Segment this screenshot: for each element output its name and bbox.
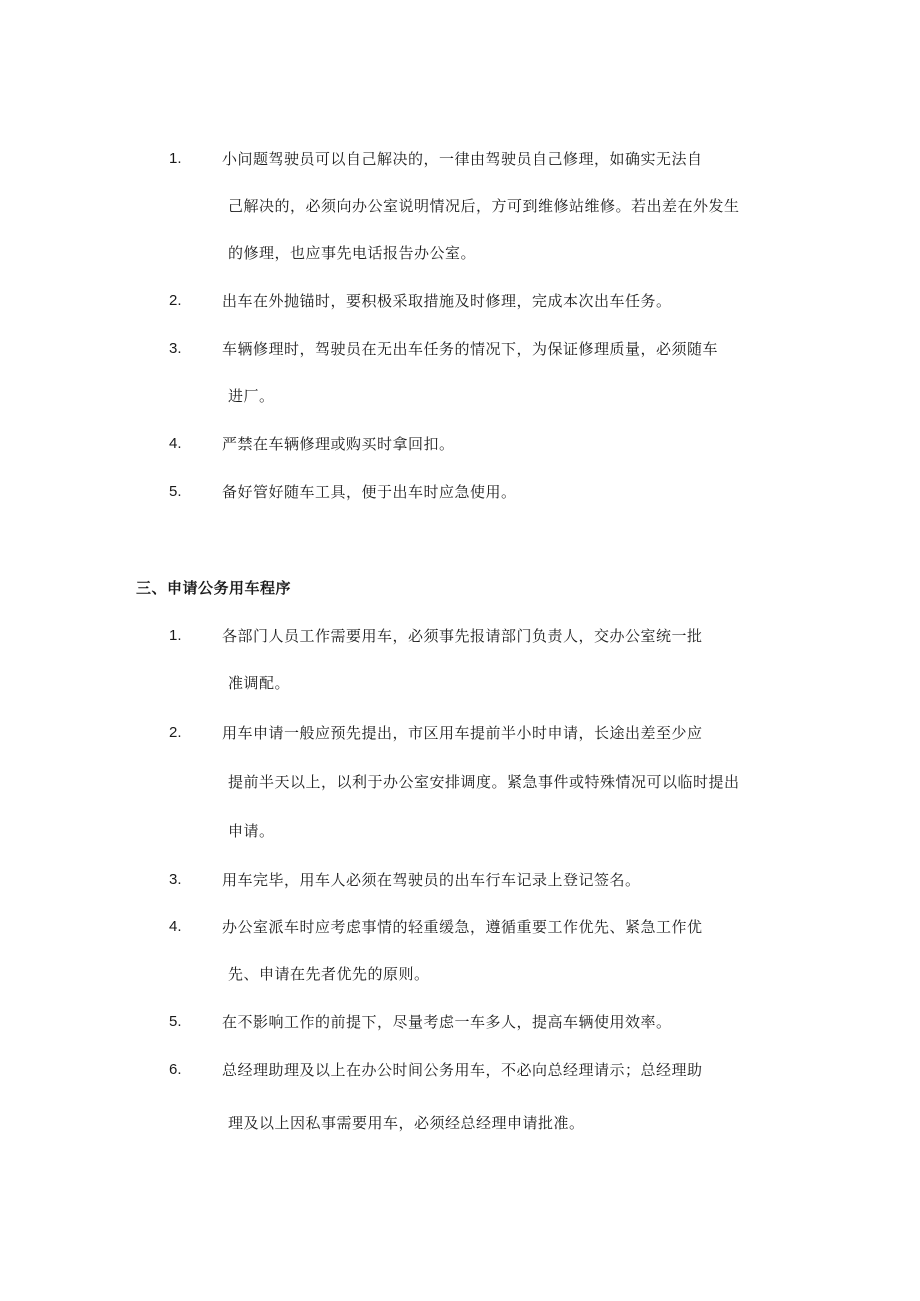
item-text: 办公室派车时应考虑事情的轻重缓急，遵循重要工作优先、紧急工作优 — [222, 918, 703, 936]
item-number: 3. — [169, 340, 182, 357]
item-number: 5. — [169, 1013, 182, 1030]
item-text: 己解决的，必须向办公室说明情况后，方可到维修站维修。若出差在外发生 — [228, 197, 740, 215]
item-number: 1. — [169, 627, 182, 644]
item-text: 总经理助理及以上在办公时间公务用车，不必向总经理请示；总经理助 — [222, 1061, 703, 1079]
item-text: 备好管好随车工具，便于出车时应急使用。 — [222, 483, 517, 501]
item-text: 各部门人员工作需要用车，必须事先报请部门负责人，交办公室统一批 — [222, 627, 703, 645]
item-number: 1. — [169, 150, 182, 167]
item-number: 4. — [169, 918, 182, 935]
item-text: 用车申请一般应预先提出，市区用车提前半小时申请，长途出差至少应 — [222, 724, 703, 742]
item-text: 进厂。 — [228, 387, 275, 405]
item-text: 在不影响工作的前提下，尽量考虑一车多人，提高车辆使用效率。 — [222, 1013, 672, 1031]
item-number: 5. — [169, 483, 182, 500]
item-text: 严禁在车辆修理或购买时拿回扣。 — [222, 435, 455, 453]
item-text: 提前半天以上，以利于办公室安排调度。紧急事件或特殊情况可以临时提出 — [228, 773, 740, 791]
item-text: 小问题驾驶员可以自己解决的，一律由驾驶员自己修理，如确实无法自 — [222, 150, 703, 168]
item-number: 6. — [169, 1061, 182, 1078]
item-text: 出车在外抛锚时，要积极采取措施及时修理，完成本次出车任务。 — [222, 292, 672, 310]
item-text: 用车完毕，用车人必须在驾驶员的出车行车记录上登记签名。 — [222, 871, 641, 889]
item-text: 理及以上因私事需要用车，必须经总经理申请批准。 — [228, 1114, 585, 1132]
item-text: 的修理，也应事先电话报告办公室。 — [228, 244, 477, 262]
item-number: 3. — [169, 871, 182, 888]
item-text: 先、申请在先者优先的原则。 — [228, 965, 430, 983]
item-text: 车辆修理时，驾驶员在无出车任务的情况下，为保证修理质量，必须随车 — [222, 340, 719, 358]
item-number: 2. — [169, 724, 182, 741]
item-text: 准调配。 — [228, 674, 291, 692]
section-heading: 三、申请公务用车程序 — [136, 579, 292, 597]
item-text: 申请。 — [228, 822, 275, 840]
item-number: 4. — [169, 435, 182, 452]
item-number: 2. — [169, 292, 182, 309]
